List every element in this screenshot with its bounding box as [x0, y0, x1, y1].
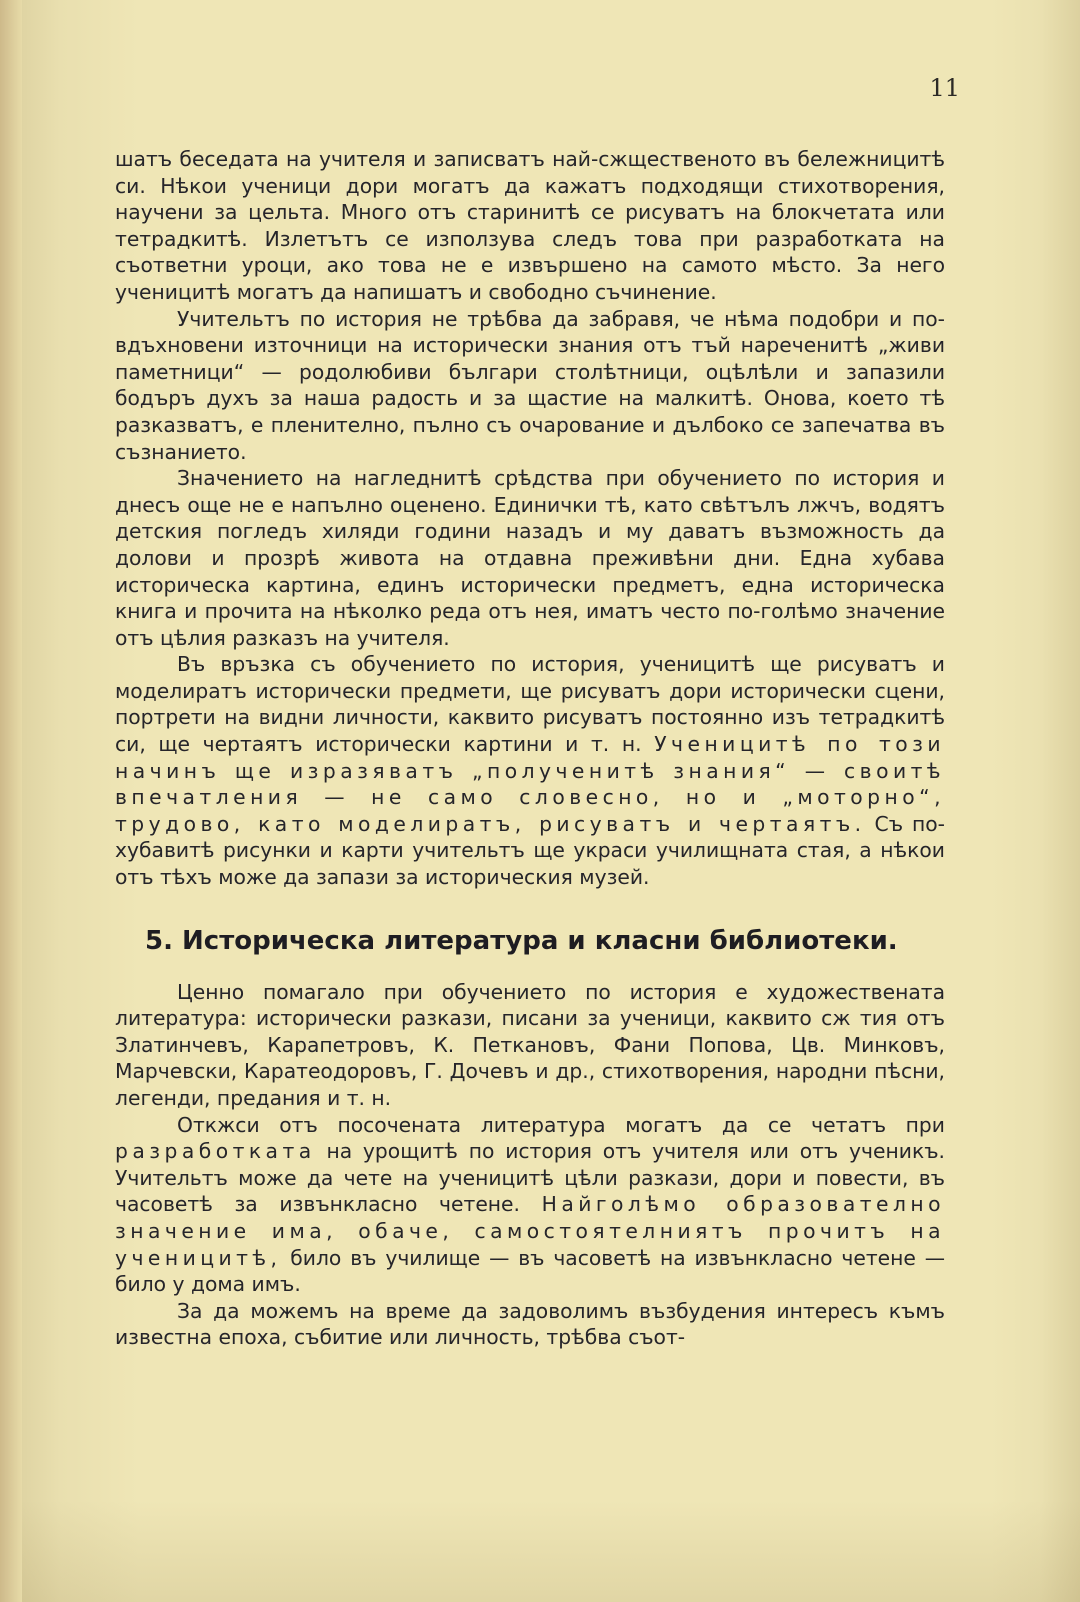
paragraph: [115, 651, 945, 890]
paragraph: [115, 465, 945, 651]
paragraph-text: на урощитѣ по история отъ учителя или отъ ученикъ. Учительтъ може да чете на ученицитѣ цѣли разкази, дори и повести, въ часоветѣ за извънкласно четене.: [115, 1139, 945, 1217]
spaced-emphasis-text: Найголѣмо образователно значение има, обаче, самостоятелниятъ прочитъ на ученицитѣ,: [115, 1192, 946, 1270]
paragraph-text: Въ връзка съ обучението по история, ученицитѣ ще рисуватъ и моделиратъ исторически предмети, ще рисуватъ дори исторически сцени, портрети на видни личности, каквито рисуватъ постоянно изъ тетрадкитѣ си, ще чертаятъ исторически картини и т. н.: [115, 652, 945, 757]
paragraph: [115, 146, 945, 306]
paragraph: [115, 1298, 945, 1351]
paragraph: [115, 1112, 945, 1298]
paragraph: [115, 306, 945, 466]
body-text: [115, 146, 945, 1351]
paragraph-text: Учительтъ по история не трѣбва да забравя, че нѣма подобри и по-вдъхновени източници на исторически знания отъ тъй нареченитѣ „живи паметници“ — родолюбиви българи столѣтници, оцѣлѣли и запазили бодъръ духъ за наша радость и за щастие на малкитѣ. Онова, което тѣ разказватъ, е пленително, пълно съ очарование и дълбоко се запечатва въ съзнанието.: [115, 306, 945, 464]
page-spine-shadow: [0, 0, 22, 1602]
paragraph-text: Значението на нагледнитѣ срѣдства при обучението по история и днесъ още не е напълно оценено. Единички тѣ, като свѣтълъ лжчъ, водятъ детския погледъ хиляди години назадъ и му даватъ възможность да долови и прозрѣ живота на отдавна преживѣни дни. Една хубава историческа картина, единъ исторически предметъ, една историческа книга и прочита на нѣколко реда отъ нея, иматъ често по-голѣмо значение отъ цѣлия разказъ на учителя.: [115, 466, 945, 650]
paragraphs-after-heading: [115, 979, 945, 1351]
spaced-emphasis-text: разработката: [115, 1139, 316, 1164]
page-number: 11: [929, 74, 960, 102]
spaced-emphasis-text: Ученицитѣ по този начинъ ще изразяватъ „полученитѣ знания“ — своитѣ впечатления — не само словесно, но и „моторно“, трудово, като моделиратъ, рисуватъ и чертаятъ.: [115, 732, 945, 836]
paragraph-text: Съ по-хубавитѣ рисунки и карти учительтъ ще украси училищната стая, а нѣкои отъ тѣхъ може да запази за историческия музей.: [115, 811, 945, 890]
paragraphs-before-heading: [115, 146, 945, 891]
paragraph-text: За да можемъ на време да задоволимъ възбудения интересъ къмъ известна епоха, събитие или личность, трѣбва съот-: [115, 1298, 945, 1350]
paragraph: [115, 979, 945, 1112]
paragraph-text: било въ училище — въ часоветѣ на извънкласно четене — било у дома имъ.: [115, 1245, 945, 1297]
paragraph-text: Ценно помагало при обучението по история е художествената литература: исторически разкази, писани за ученици, каквито сж тия отъ Златинчевъ, Карапетровъ, К. Петкановъ, Фани Попова, Цв. Минковъ, Марчевски, Каратеодоровъ, Г. Дочевъ и др., стихотворения, народни пѣсни, легенди, предания и т. н.: [115, 979, 945, 1110]
paragraph-text: Откжси отъ посочената литература могатъ да се четатъ при: [177, 1112, 945, 1137]
section-heading: 5. Историческа литература и класни библиотеки.: [145, 925, 898, 956]
paragraph-text: шатъ беседата на учителя и записватъ най-сжщественото въ бележницитѣ си. Нѣкои ученици дори могатъ да кажатъ подходящи стихотворения, научени за цельта. Много отъ старинитѣ се рисуватъ на блокчетата или тетрадкитѣ. Излетътъ се използува следъ това при разработката на съответни уроци, ако това не е извършено на самото мѣсто. За него ученицитѣ могатъ да напишатъ и свободно съчинение.: [115, 147, 945, 304]
